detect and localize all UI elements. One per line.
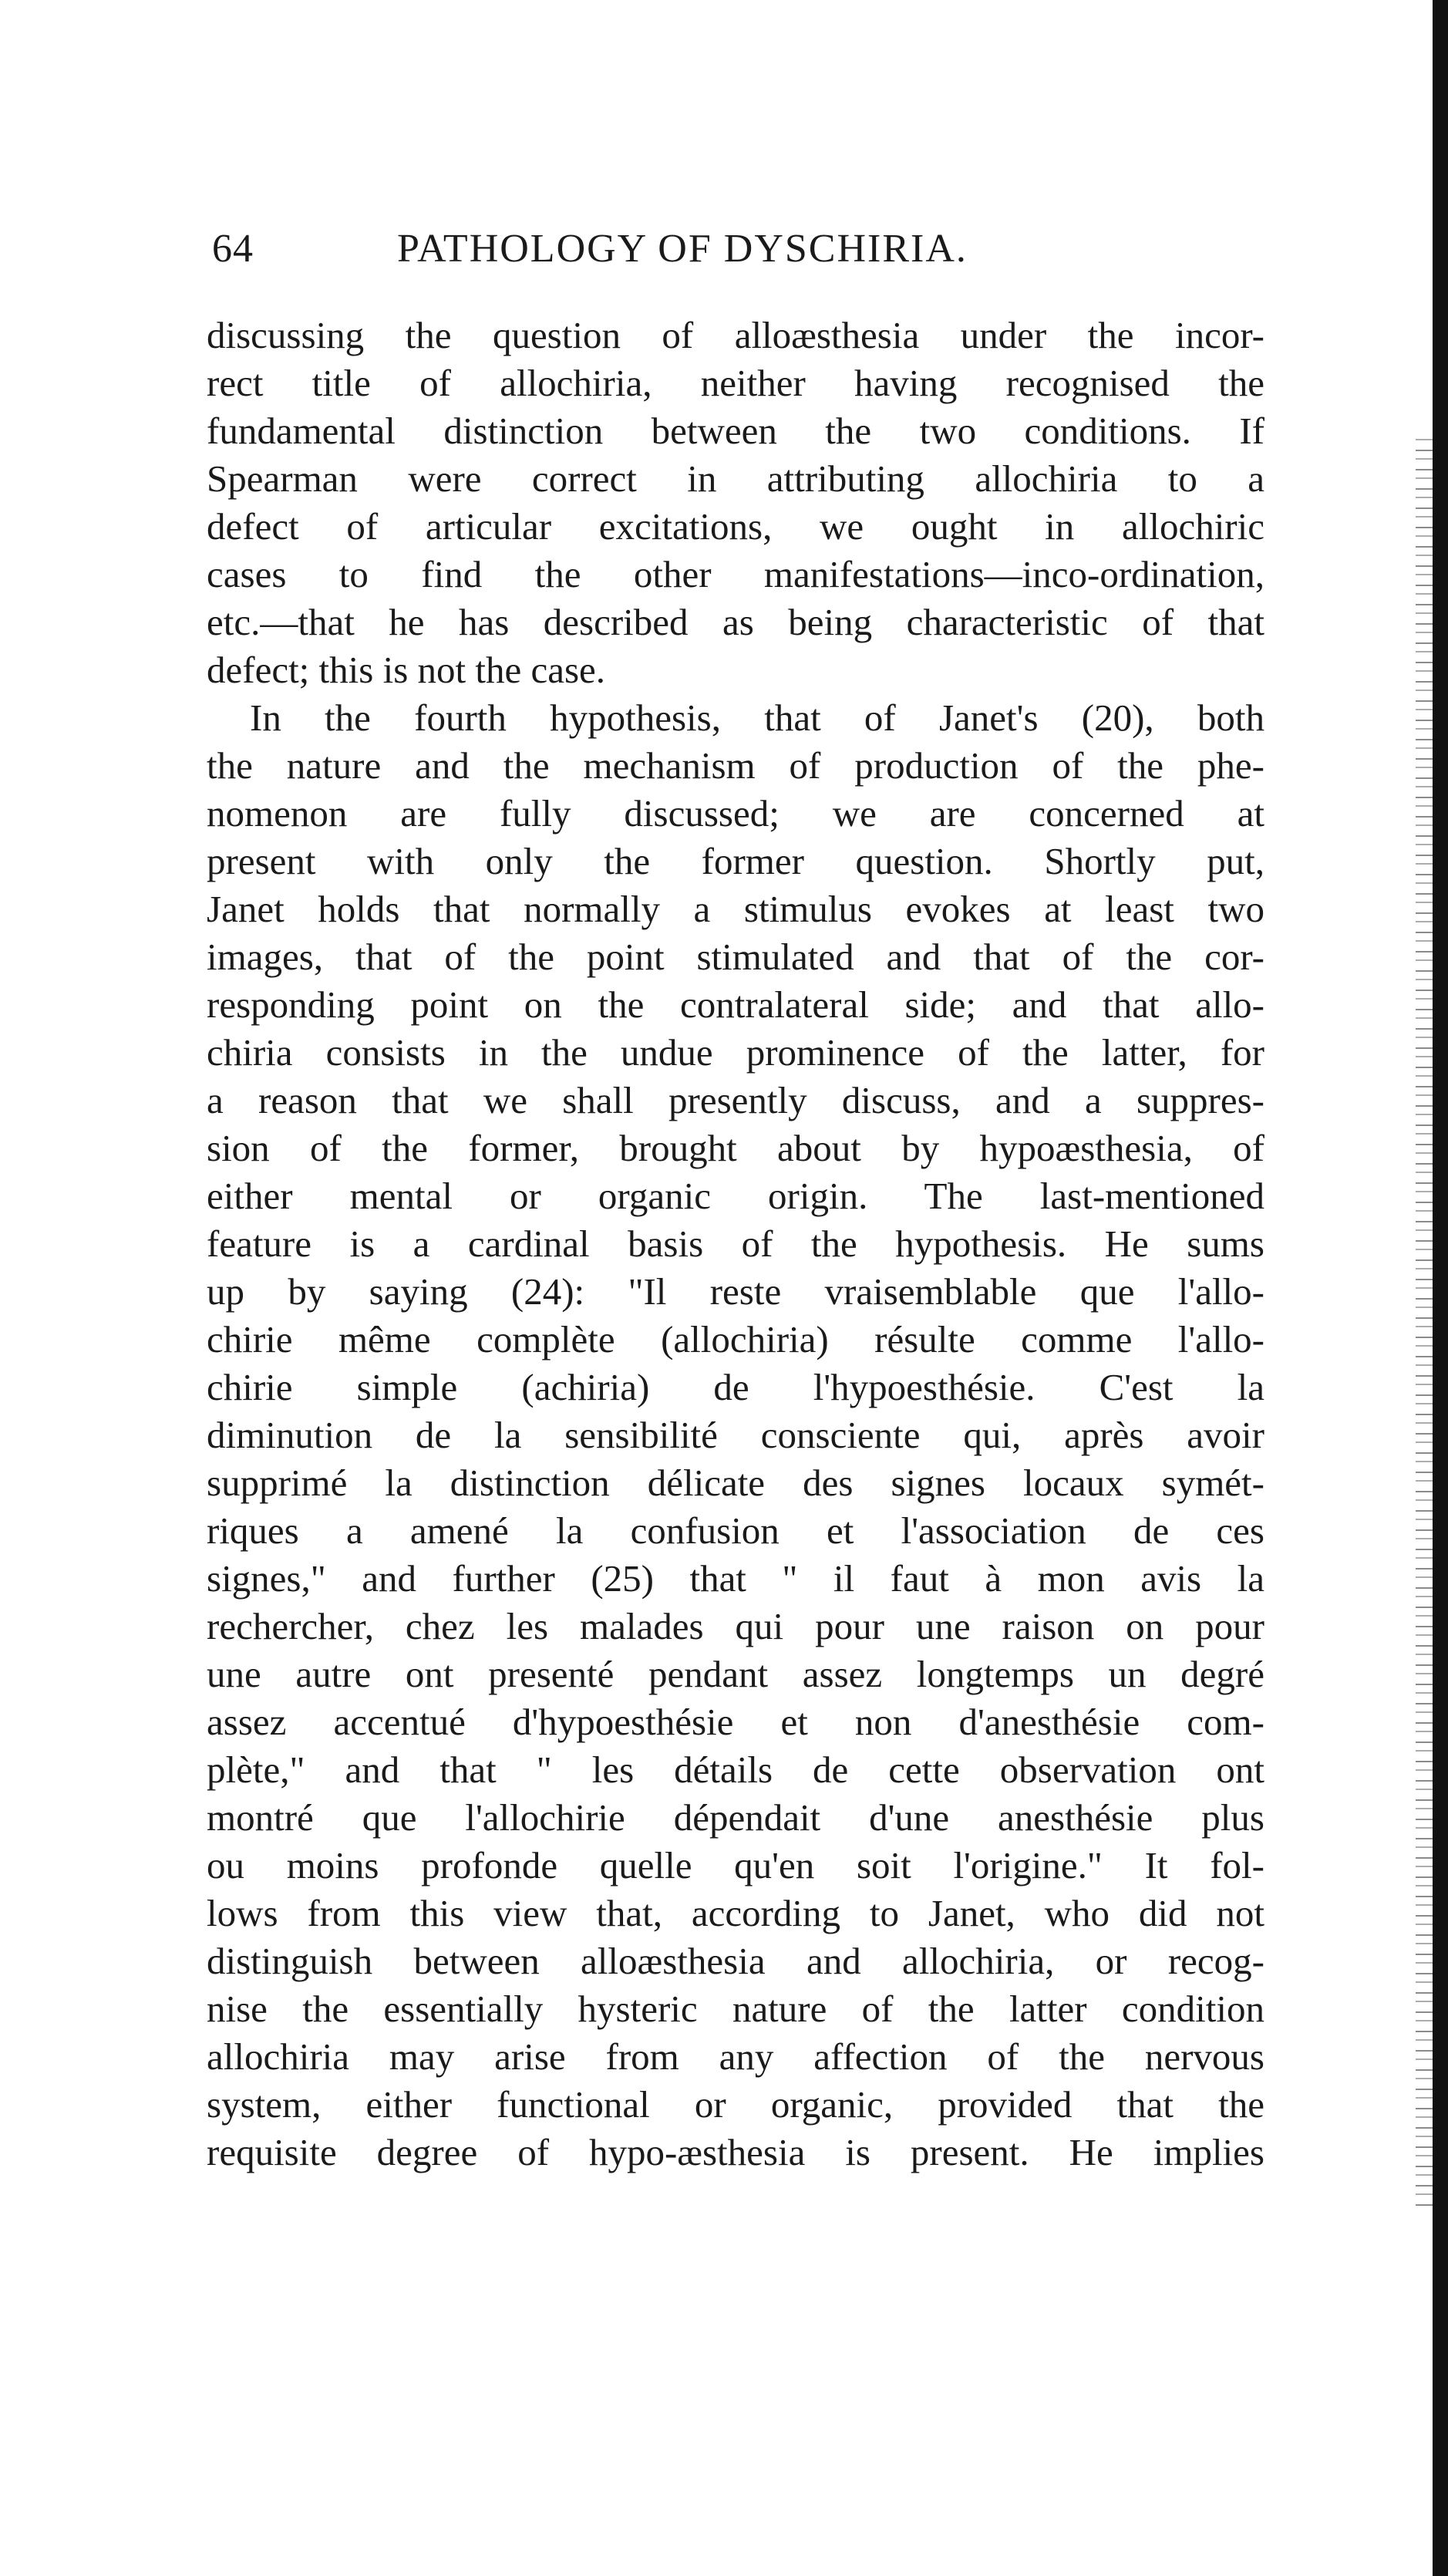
text-line: requisite degree of hypo-æsthesia is present. He implies bbox=[207, 2131, 1264, 2173]
text-line: lows from this view that, according to Janet, who did not bbox=[207, 1892, 1264, 1934]
text-line: defect; this is not the case. bbox=[207, 649, 606, 691]
page-number: 64 bbox=[212, 227, 254, 271]
text-line: a reason that we shall presently discuss, and a suppres- bbox=[207, 1079, 1264, 1121]
text-line: discussing the question of alloæsthesia under the incor- bbox=[207, 314, 1264, 356]
scan-edge-speckle bbox=[1416, 432, 1433, 2206]
text-line: signes," and further (25) that " il faut à mon avis la bbox=[207, 1557, 1264, 1600]
text-line: present with only the former question. Shortly put, bbox=[207, 840, 1264, 882]
text-line: Janet holds that normally a stimulus evokes at least two bbox=[207, 888, 1264, 930]
text-line: une autre ont presenté pendant assez longtemps un degré bbox=[207, 1653, 1264, 1695]
text-line: either mental or organic origin. The last-mentioned bbox=[207, 1175, 1264, 1217]
text-line: sion of the former, brought about by hypoæsthesia, of bbox=[207, 1127, 1264, 1169]
text-line: allochiria may arise from any affection of the nervous bbox=[207, 2035, 1264, 2078]
text-line: supprimé la distinction délicate des signes locaux symét- bbox=[207, 1462, 1264, 1504]
text-line: diminution de la sensibilité consciente qui, après avoir bbox=[207, 1414, 1264, 1456]
text-line: assez accentué d'hypoesthésie et non d'anesthésie com- bbox=[207, 1701, 1264, 1743]
text-line: rect title of allochiria, neither having recognised the bbox=[207, 362, 1264, 404]
text-line: up by saying (24): "Il reste vraisemblable que l'allo- bbox=[207, 1270, 1264, 1313]
text-line: chiria consists in the undue prominence of the latter, for bbox=[207, 1031, 1264, 1074]
text-line: chirie simple (achiria) de l'hypoesthésie. C'est la bbox=[207, 1366, 1264, 1408]
text-line: Spearman were correct in attributing allochiria to a bbox=[207, 457, 1264, 500]
text-line: riques a amené la confusion et l'association de ces bbox=[207, 1509, 1264, 1552]
scan-edge-shadow bbox=[1433, 0, 1448, 2576]
text-line: ou moins profonde quelle qu'en soit l'origine." It fol- bbox=[207, 1844, 1264, 1886]
text-line: images, that of the point stimulated and that of the cor- bbox=[207, 936, 1264, 978]
text-line: the nature and the mechanism of production of the phe- bbox=[207, 744, 1264, 787]
text-line: etc.—that he has described as being characteristic of that bbox=[207, 601, 1264, 643]
text-line: feature is a cardinal basis of the hypothesis. He sums bbox=[207, 1222, 1264, 1265]
text-line: plète," and that " les détails de cette observation ont bbox=[207, 1748, 1264, 1791]
running-head bbox=[212, 222, 1261, 276]
running-title: PATHOLOGY OF DYSCHIRIA. bbox=[397, 227, 968, 271]
text-line: rechercher, chez les malades qui pour une raison on pour bbox=[207, 1605, 1264, 1647]
text-line: montré que l'allochirie dépendait d'une anesthésie plus bbox=[207, 1796, 1264, 1839]
text-line: cases to find the other manifestations—inco-ordination, bbox=[207, 553, 1264, 595]
text-line: distinguish between alloæsthesia and allochiria, or recog- bbox=[207, 1940, 1264, 1982]
text-line: fundamental distinction between the two conditions. If bbox=[207, 410, 1264, 452]
text-line: defect of articular excitations, we ought in allochiric bbox=[207, 505, 1264, 548]
text-line: nomenon are fully discussed; we are concerned at bbox=[207, 792, 1264, 835]
text-line: responding point on the contralateral side; and that allo- bbox=[207, 983, 1264, 1026]
text-line: In the fourth hypothesis, that of Janet's (20), both bbox=[250, 696, 1264, 739]
text-line: nise the essentially hysteric nature of the latter condition bbox=[207, 1988, 1264, 2030]
text-line: system, either functional or organic, provided that the bbox=[207, 2083, 1264, 2126]
body-text bbox=[207, 312, 1264, 2176]
text-line: chirie même complète (allochiria) résulte comme l'allo- bbox=[207, 1318, 1264, 1360]
